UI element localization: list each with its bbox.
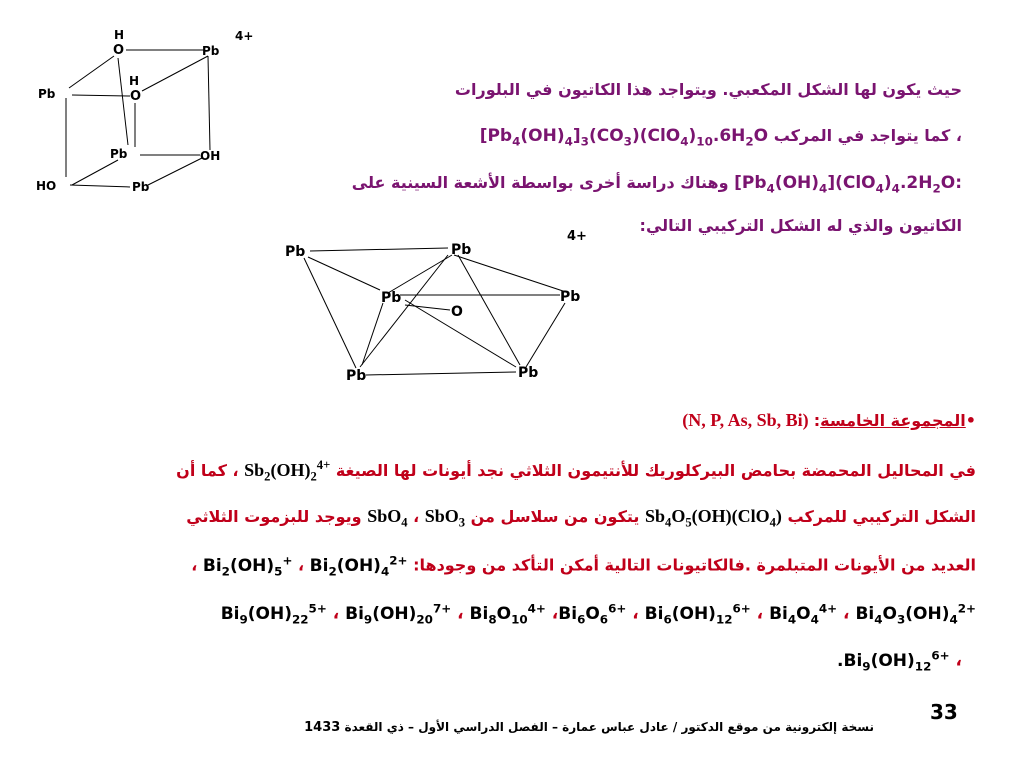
red-line-3: [191, 553, 976, 578]
red-line-2-text-a: الشكل التركيبي للمركب: [787, 507, 976, 526]
cube-h-center: H: [129, 74, 140, 88]
formula-pb4-co3-clo4: $[Pb_4(OH)_4]_3(CO_3)(ClO_4)_{10}.6H_2O$: [479, 126, 769, 149]
red-line-2-text-b: يتكون من سلاسل من: [470, 507, 640, 526]
sep-7: ،: [955, 650, 962, 671]
page-number: 33: [930, 700, 958, 724]
heading-colon: :: [813, 411, 821, 430]
bismuth-formula-line-2: [837, 648, 962, 673]
formula-bi9oh20: $Bi_9(OH)_{20}^{7+}$: [345, 601, 452, 627]
heading-arabic: المجموعة الخامسة: [820, 411, 966, 430]
sep-4: ،: [632, 603, 639, 624]
formula-bi6o6: $Bi_6O_6^{6+}$: [558, 601, 627, 627]
cube-structure-diagram: [30, 25, 270, 200]
octahedral-structure-diagram: [280, 225, 600, 390]
formula-sbo4: SbO$_4$: [367, 506, 408, 530]
text-line-3: [352, 173, 962, 195]
red-line-3-comma-b: ،: [191, 555, 198, 575]
text-line-2: [480, 126, 962, 148]
octa-pb-top-right: Pb: [451, 242, 472, 258]
formula-bi9oh12: $.Bi_9(OH)_{12}^{6+}$: [837, 648, 950, 674]
cube-pb-left: Pb: [38, 87, 56, 101]
octa-pb-bottom-left: Pb: [346, 368, 367, 384]
sep-5: ،: [756, 603, 764, 624]
formula-sb4o5: $Sb_4O_5(OH)(ClO_4)$: [644, 506, 782, 530]
cube-h-top: H: [114, 28, 125, 42]
heading-bullet: •: [965, 411, 976, 430]
red-line-3-comma-a: ،: [298, 555, 305, 575]
octa-pb-top-left: Pb: [285, 244, 306, 260]
red-line-2-text-c: ويوجد للبزموت الثلاثي: [186, 507, 362, 526]
formula-bi4o4: $Bi_4O_4^{4+}$: [769, 601, 838, 627]
cube-o-top: O: [113, 43, 125, 58]
octa-charge: 4+: [567, 229, 587, 244]
formula-pb4-clo4: $[Pb_4(OH)_4](ClO_4)_4.2H_2O$:: [734, 173, 962, 196]
sep-3: ،: [551, 603, 559, 624]
formula-bi6oh12: $Bi_6(OH)_{12}^{6+}$: [644, 601, 751, 627]
text-line-2-arabic: ، كما يتواجد في المركب: [773, 126, 962, 145]
sep-6: ،: [843, 603, 850, 624]
heading-latin: (N, P, As, Sb, Bi): [682, 410, 809, 430]
formula-bi9oh22: $Bi_9(OH)_{22}^{5+}$: [220, 601, 327, 627]
red-line-1-text: في المحاليل المحمضة بحامض البيركلوريك للأنتيمون الثلاثي نجد أيونات لها الصيغة: [335, 461, 976, 480]
formula-bi2oh4: $Bi_2(OH)_4^{2+}$: [309, 553, 408, 579]
red-line-3-text: العديد من الأيونات المتبلمرة .فالكاتيونات التالية أمكن التأكد من وجودها:: [413, 555, 976, 575]
formula-sbo3: SbO$_3$: [424, 506, 466, 530]
text-line-1: حيث يكون لها الشكل المكعبي. ويتواجد هذا الكاتيون في البلورات: [454, 80, 962, 99]
cube-pb-bottom: Pb: [132, 180, 150, 194]
red-line-1-end: ، كما أن: [176, 461, 239, 480]
red-line-2-comma: ،: [413, 507, 420, 526]
group-five-heading: [682, 410, 976, 431]
footer-credit-text: نسخة إلكترونية من موقع الدكتور / عادل عباس عمارة – الفصل الدراسي الأول – ذي القعدة: [344, 720, 874, 734]
formula-sb2oh2: $Sb_2(OH)_2^{4+}$: [244, 458, 331, 484]
octa-pb-mid-right: Pb: [560, 289, 581, 305]
formula-bi2oh5: $Bi_2(OH)_5^+$: [202, 553, 293, 579]
cube-o-center: O: [130, 89, 142, 104]
formula-bi8o10: $Bi_8O_{10}^{4+}$: [469, 601, 546, 627]
cube-charge: 4+: [235, 29, 254, 43]
cube-pb-center: Pb: [110, 147, 128, 161]
sep-2: ،: [457, 603, 464, 624]
octa-pb-mid-left: Pb: [381, 290, 402, 306]
footer-year: 1433: [304, 720, 341, 735]
cube-ho-left: HO: [36, 179, 57, 193]
red-line-1: [176, 458, 976, 485]
sep-1: ،: [332, 603, 340, 624]
bismuth-formula-line-1: [221, 601, 976, 626]
formula-bi4o3oh4: $Bi_4O_3(OH)_4^{2+}$: [855, 601, 976, 627]
cube-oh-right: OH: [200, 149, 221, 163]
red-line-2: [186, 506, 976, 531]
footer-credit: [304, 720, 874, 735]
octa-pb-bottom-right: Pb: [518, 365, 539, 381]
text-line-4: الكاتيون والذي له الشكل التركيبي التالي:: [639, 216, 962, 235]
text-line-3-arabic: وهناك دراسة أخرى بواسطة الأشعة السينية على: [351, 173, 729, 192]
cube-pb-top-right: Pb: [202, 44, 220, 58]
octa-o-center: O: [451, 304, 463, 320]
